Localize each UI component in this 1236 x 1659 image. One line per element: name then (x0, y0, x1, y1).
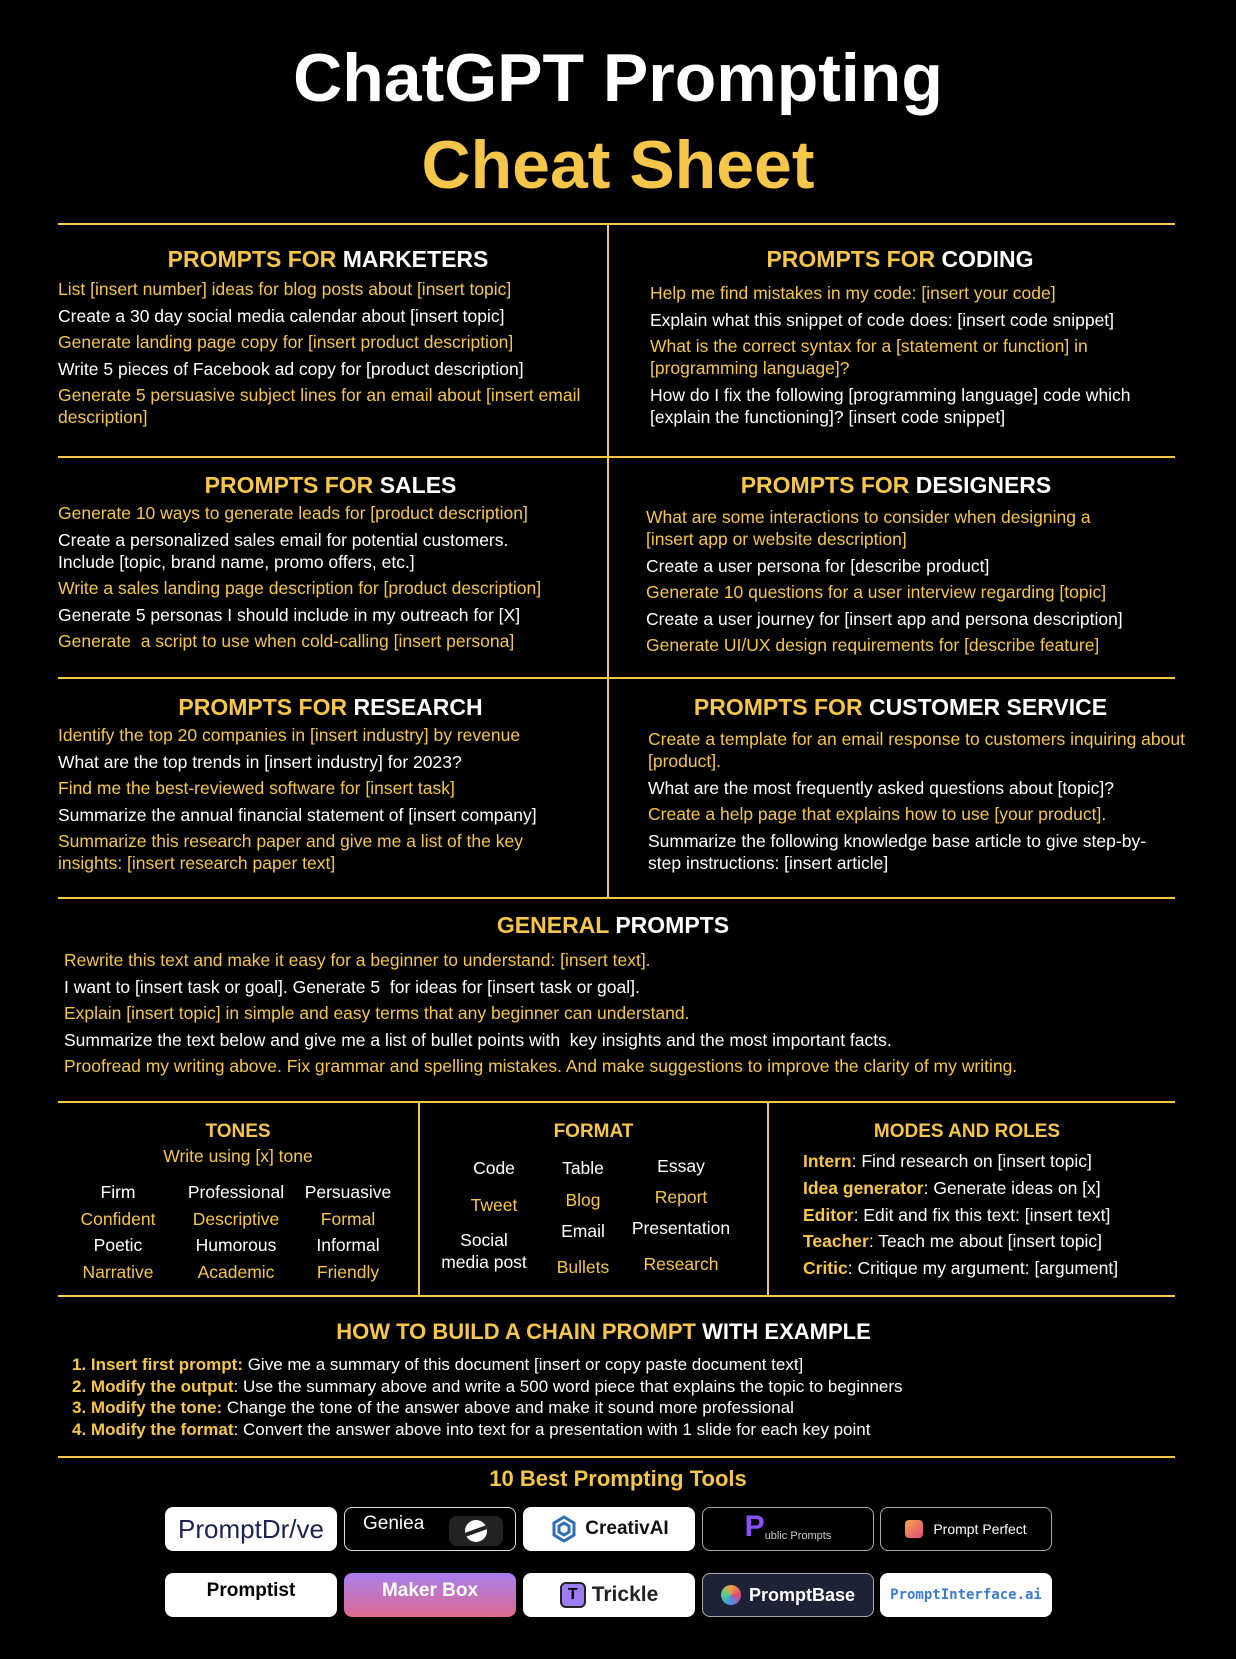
prompt-item: Summarize the annual financial statement of [insert company] (58, 804, 537, 825)
tool-promptbase[interactable]: PromptBase (702, 1573, 874, 1617)
tool-creativai[interactable]: CreativAI (523, 1507, 695, 1551)
tones-title: TONES (205, 1121, 271, 1142)
chain-section (58, 1317, 1175, 1440)
creativai-logo-icon (549, 1514, 579, 1544)
prompt-item: Create a help page that explains how to use [your product]. (648, 804, 1107, 824)
format-word: Tweet (470, 1195, 518, 1215)
format-panel (420, 1119, 767, 1289)
prompt-perfect-logo-icon (905, 1520, 923, 1538)
section-title: PROMPTS FOR DESIGNERS (740, 472, 1052, 498)
format-word: Essay (657, 1156, 705, 1176)
prompt-item: Create a user journey for [insert app and persona description] (646, 608, 1123, 629)
geniea-logo-icon (449, 1516, 503, 1546)
divider (58, 1295, 1175, 1297)
prompt-item: Create a user persona for [describe product] (646, 555, 990, 576)
tone-word: Persuasive (304, 1182, 392, 1202)
prompt-item: Generate UI/UX design requirements for [describe feature] (646, 635, 1100, 655)
prompt-item: How do I fix the following [programming language] code which [explain the functioning]? [insert code snippet] (650, 384, 1131, 427)
prompt-item: Generate 10 questions for a user interview regarding [topic] (646, 582, 1107, 602)
promptbase-logo-icon (721, 1585, 741, 1605)
format-title: FORMAT (553, 1121, 634, 1142)
divider (58, 1456, 1175, 1458)
chain-step: 2. Modify the output: Use the summary above and write a 500 word piece that explains the topic to beginners (72, 1376, 903, 1396)
format-word: Research (643, 1254, 719, 1274)
chain-title: HOW TO BUILD A CHAIN PROMPT WITH EXAMPLE (336, 1319, 871, 1344)
tone-word: Friendly (316, 1262, 380, 1282)
prompt-item: What are the top trends in [insert industry] for 2023? (58, 751, 462, 772)
prompt-item: Explain [insert topic] in simple and easy terms that any beginner can understand. (64, 1003, 690, 1023)
prompt-item: What are some interactions to consider when designing a [insert app or website description] (646, 507, 1091, 549)
divider (607, 223, 609, 898)
format-word: Bullets (556, 1257, 610, 1277)
section-customer-service (648, 692, 1193, 878)
page-subtitle: Cheat Sheet (421, 127, 815, 203)
mode-item: Editor: Edit and fix this text: [insert text] (803, 1204, 1111, 1225)
format-word: Presentation (631, 1218, 731, 1238)
format-word: Report (654, 1187, 708, 1207)
prompt-item: Generate 5 persuasive subject lines for an email about [insert email description] (58, 385, 581, 427)
section-title: PROMPTS FOR SALES (204, 472, 457, 498)
format-word: Code (473, 1158, 515, 1178)
section-title: PROMPTS FOR CODING (766, 246, 1034, 272)
mode-item: Critic: Critique my argument: [argument] (803, 1258, 1119, 1279)
tone-word: Narrative (82, 1262, 154, 1282)
divider (58, 897, 1175, 899)
prompt-item: Identify the top 20 companies in [insert industry] by revenue (58, 725, 521, 745)
tone-word: Formal (320, 1209, 376, 1229)
section-sales (58, 470, 603, 657)
prompt-item: What is the correct syntax for a [statement or function] in [programming language]? (650, 336, 1088, 378)
tone-word: Confident (80, 1209, 156, 1229)
prompt-item: Summarize the text below and give me a list of bullet points with key insights and the most important facts. (64, 1029, 892, 1050)
format-word: Blog (565, 1190, 601, 1210)
section-title: PROMPTS FOR RESEARCH (178, 694, 483, 720)
prompt-item: Explain what this snippet of code does: [insert code snippet] (650, 309, 1115, 330)
page-title: ChatGPT Prompting (293, 40, 943, 116)
prompt-item: List [insert number] ideas for blog posts about [insert topic] (58, 279, 512, 299)
format-word: Email (561, 1221, 605, 1241)
prompt-item: Write a sales landing page description for [product description] (58, 578, 542, 598)
prompt-item: Generate landing page copy for [insert product description] (58, 332, 514, 352)
prompt-item: Generate 5 personas I should include in my outreach for [X] (58, 604, 521, 625)
tones-subtitle: Write using [x] tone (163, 1146, 313, 1166)
divider (58, 456, 1175, 458)
tone-word: Humorous (195, 1235, 277, 1255)
divider (58, 677, 1175, 679)
modes-title: MODES AND ROLES (873, 1121, 1061, 1142)
section-title: PROMPTS FOR MARKETERS (167, 246, 489, 272)
mode-item: Intern: Find research on [insert topic] (803, 1151, 1092, 1171)
modes-panel (803, 1119, 1173, 1284)
chain-step: 4. Modify the format: Convert the answer above into text for a presentation with 1 slide for each key point (72, 1419, 871, 1439)
prompt-item: Generate a script to use when cold-calling [insert persona] (58, 631, 515, 651)
prompt-item: I want to [insert task or goal]. Generate 5 for ideas for [insert task or goal]. (64, 976, 640, 997)
tone-word: Informal (316, 1235, 380, 1255)
section-designers (646, 470, 1186, 661)
divider (58, 223, 1175, 225)
prompt-item: Proofread my writing above. Fix grammar and spelling mistakes. And make suggestions to improve the clarity of my writing. (64, 1056, 1018, 1076)
tones-panel (58, 1119, 418, 1289)
section-title: GENERAL PROMPTS (496, 912, 730, 938)
tool-geniea[interactable]: Geniea (344, 1507, 516, 1551)
prompt-item: Summarize the following knowledge base article to give step-by-step instructions: [insert article] (648, 830, 1147, 873)
format-word: Social media post (441, 1230, 527, 1272)
prompt-item: Summarize this research paper and give me a list of the key insights: [insert research paper text] (58, 831, 523, 873)
tone-word: Firm (100, 1182, 136, 1202)
tool-maker-box[interactable]: Maker Box (344, 1573, 516, 1617)
chain-step: 1. Insert first prompt: Give me a summary of this document [insert or copy paste document text] (72, 1355, 804, 1374)
prompt-item: Create a 30 day social media calendar about [insert topic] (58, 305, 505, 326)
divider (58, 1101, 1175, 1103)
prompt-item: Generate 10 ways to generate leads for [product description] (58, 503, 528, 523)
tool-trickle[interactable]: T Trickle (523, 1573, 695, 1617)
prompt-item: Create a personalized sales email for potential customers. Include [topic, brand name, promo offers, etc.] (58, 529, 509, 572)
tool-promptist[interactable]: Promptist (165, 1573, 337, 1617)
section-general (64, 910, 1174, 1082)
section-research (58, 692, 603, 879)
tool-promptinterface[interactable]: PromptInterface.ai (880, 1573, 1052, 1617)
tool-public-prompts[interactable]: P ublic Prompts (702, 1507, 874, 1551)
tone-word: Poetic (93, 1235, 143, 1255)
tools-title: 10 Best Prompting Tools (489, 1466, 747, 1491)
prompt-item: Rewrite this text and make it easy for a beginner to understand: [insert text]. (64, 950, 651, 970)
public-prompts-logo-icon: P (744, 1510, 765, 1543)
format-word: Table (562, 1158, 604, 1178)
prompt-item: Find me the best-reviewed software for [insert task] (58, 778, 455, 798)
mode-item: Teacher: Teach me about [insert topic] (803, 1231, 1102, 1252)
tone-word: Academic (197, 1262, 275, 1282)
tool-promptdrive[interactable]: PromptDr/ve (165, 1507, 337, 1551)
prompt-item: Help me find mistakes in my code: [insert your code] (650, 283, 1056, 303)
section-marketers (58, 244, 598, 433)
tone-word: Professional (187, 1182, 285, 1202)
tone-word: Descriptive (192, 1209, 280, 1229)
prompt-item: Create a template for an email response to customers inquiring about [product]. (648, 729, 1185, 771)
prompt-item: What are the most frequently asked questions about [topic]? (648, 777, 1114, 798)
mode-item: Idea generator: Generate ideas on [x] (803, 1177, 1101, 1198)
chain-step: 3. Modify the tone: Change the tone of the answer above and make it sound more professional (72, 1398, 794, 1417)
prompt-item: Write 5 pieces of Facebook ad copy for [product description] (58, 358, 524, 379)
tool-prompt-perfect[interactable]: Prompt Perfect (880, 1507, 1052, 1551)
trickle-logo-icon: T (560, 1582, 586, 1608)
section-coding (650, 244, 1190, 432)
section-title: PROMPTS FOR CUSTOMER SERVICE (693, 694, 1108, 720)
